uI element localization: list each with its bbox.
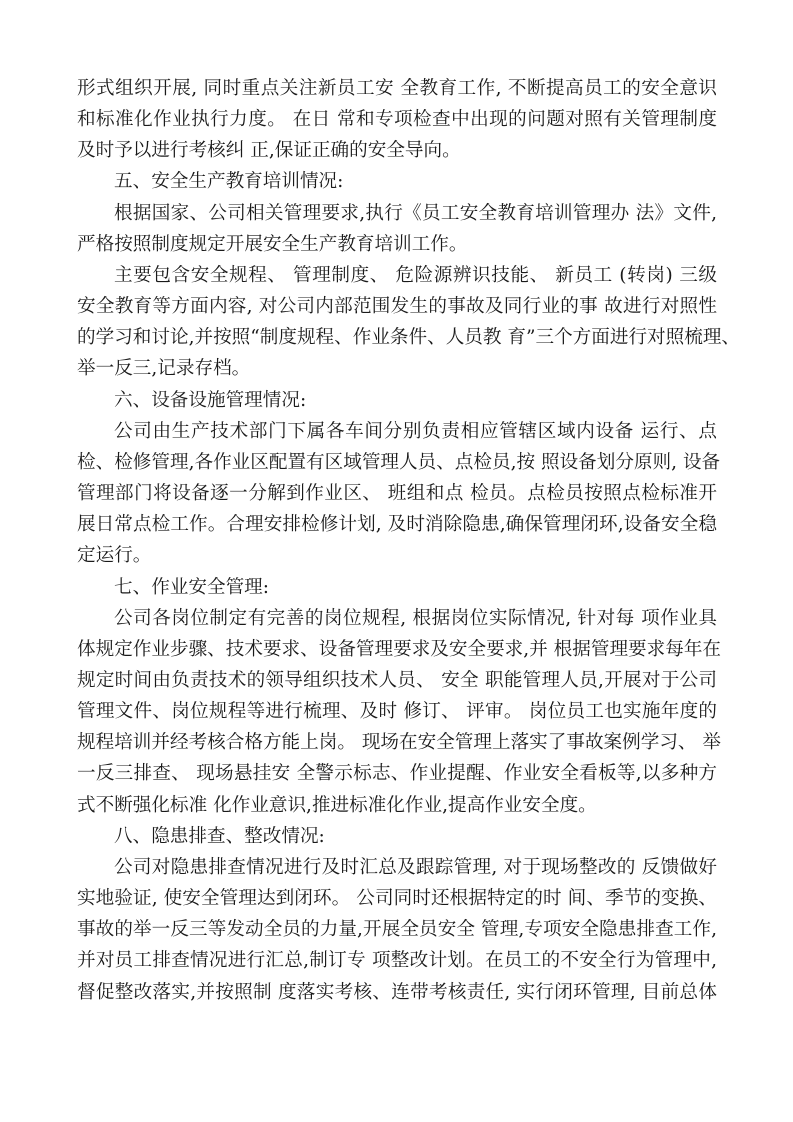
text-line: 安全教育等方面内容, 对公司内部范围发生的事故及同行业的事 故进行对照性	[77, 296, 717, 318]
text-line: 管理文件、岗位规程等进行梳理、及时 修订、 评审。 岗位员工也实施年度的	[77, 701, 717, 723]
text-line: 展日常点检工作。合理安排检修计划, 及时消除隐患,确保管理闭环,设备安全稳	[77, 514, 717, 536]
text-line: 规定时间由负责技术的领导组织技术人员、 安全 职能管理人员,开展对于公司	[77, 669, 717, 691]
text-line: 实地验证, 使安全管理达到闭环。 公司同时还根据特定的时 间、季节的变换、	[77, 888, 717, 910]
text-line: 定运行。	[77, 545, 152, 567]
text-line: 一反三排查、 现场悬挂安 全警示标志、作业提醒、作业安全看板等,以多种方	[77, 763, 717, 785]
text-line: 并对员工排查情况进行汇总,制订专 项整改计划。在员工的不安全行为管理中,	[77, 950, 717, 972]
section-heading-5: 五、安全生产教育培训情况:	[114, 171, 344, 193]
text-line: 举一反三,记录存档。	[77, 358, 251, 380]
text-line: 式不断强化标准 化作业意识,推进标准化作业,提高作业安全度。	[77, 794, 597, 816]
text-line: 检、检修管理,各作业区配置有区域管理人员、点检员,按 照设备划分原则, 设备	[77, 451, 721, 473]
text-line: 主要包含安全规程、 管理制度、 危险源辨识技能、 新员工 (转岗) 三级	[114, 264, 717, 286]
text-line: 督促整改落实,并按照制 度落实考核、连带考核责任, 实行闭环管理, 目前总体	[77, 981, 717, 1003]
text-line: 管理部门将设备逐一分解到作业区、 班组和点 检员。点检员按照点检标准开	[77, 483, 717, 505]
text-line: 和标准化作业执行力度。 在日 常和专项检查中出现的问题对照有关管理制度	[77, 109, 717, 131]
text-line: 形式组织开展, 同时重点关注新员工安 全教育工作, 不断提高员工的安全意识	[77, 78, 717, 99]
text-line: 规程培训并经考核合格方能上岗。 现场在安全管理上落实了事故案例学习、 举	[77, 732, 722, 754]
text-line: 公司由生产技术部门下属各车间分别负责相应管辖区域内设备 运行、点	[114, 420, 717, 442]
section-heading-8: 八、隐患排查、整改情况:	[114, 825, 325, 847]
text-line: 公司各岗位制定有完善的岗位规程, 根据岗位实际情况, 针对每 项作业具	[114, 607, 717, 629]
text-line: 体规定作业步骤、技术要求、设备管理要求及安全要求,并 根据管理要求每年在	[77, 638, 722, 660]
text-line: 公司对隐患排查情况进行及时汇总及跟踪管理, 对于现场整改的 反馈做好	[114, 856, 717, 878]
text-line: 根据国家、公司相关管理要求,执行《员工安全教育培训管理办 法》文件,	[114, 202, 717, 224]
section-heading-6: 六、设备设施管理情况:	[114, 389, 307, 411]
text-line: 及时予以进行考核纠 正,保证正确的安全导向。	[77, 140, 461, 162]
document-page	[77, 73, 741, 1008]
text-line: 事故的举一反三等发动全员的力量,开展全员安全 管理,专项安全隐患排查工作,	[77, 919, 717, 941]
section-heading-7: 七、作业安全管理:	[114, 576, 270, 598]
text-line: 的学习和讨论,并按照“制度规程、作业条件、人员教 育”三个方面进行对照梳理、	[77, 327, 741, 349]
text-line: 严格按照制度规定开展安全生产教育培训工作。	[77, 233, 468, 255]
